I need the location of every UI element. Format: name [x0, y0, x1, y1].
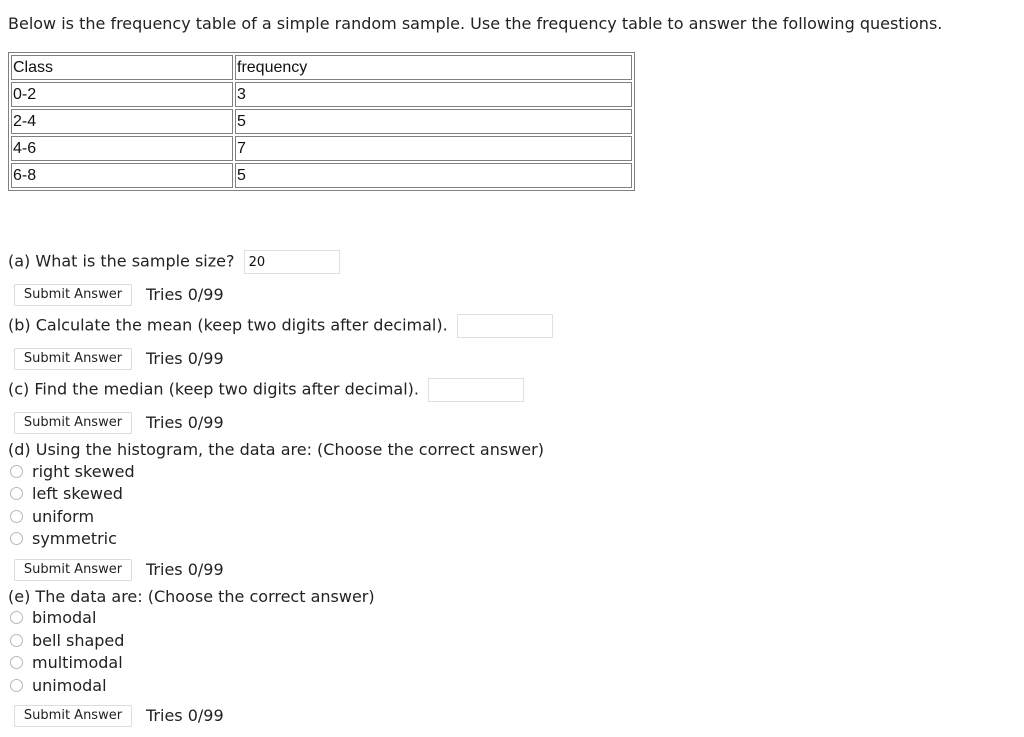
option-label: unimodal — [32, 676, 107, 695]
option-label: bimodal — [32, 608, 97, 627]
radio-button[interactable] — [10, 634, 23, 647]
radio-button[interactable] — [10, 532, 23, 545]
submit-answer-c-button[interactable]: Submit Answer — [14, 412, 132, 434]
option-label: right skewed — [32, 462, 135, 481]
submit-answer-e-button[interactable]: Submit Answer — [14, 705, 132, 727]
option-label: left skewed — [32, 484, 123, 503]
radio-option[interactable] — [10, 483, 123, 505]
question-b — [8, 314, 553, 338]
question-c-prompt: (c) Find the median (keep two digits after decimal). — [8, 379, 419, 399]
radio-option[interactable] — [10, 461, 135, 483]
question-e-prompt: (e) The data are: (Choose the correct answer) — [8, 587, 375, 606]
class-cell: 0-2 — [11, 82, 233, 107]
table-row — [11, 82, 632, 107]
radio-option[interactable] — [10, 528, 117, 550]
submit-answer-a-button[interactable]: Submit Answer — [14, 284, 132, 306]
table-row — [11, 109, 632, 134]
header-class: Class — [11, 55, 233, 80]
question-c — [8, 378, 524, 402]
radio-option[interactable] — [10, 607, 96, 629]
radio-button[interactable] — [10, 465, 23, 478]
submit-answer-d-button[interactable]: Submit Answer — [14, 559, 132, 581]
question-b-prompt: (b) Calculate the mean (keep two digits after decimal). — [8, 315, 448, 335]
radio-button[interactable] — [10, 510, 23, 523]
class-cell: 2-4 — [11, 109, 233, 134]
tries-d: Tries 0/99 — [146, 560, 224, 579]
option-label: uniform — [32, 507, 95, 526]
class-cell: 6-8 — [11, 163, 233, 188]
mean-input[interactable] — [457, 314, 553, 338]
frequency-cell: 5 — [235, 163, 632, 188]
radio-button[interactable] — [10, 487, 23, 500]
radio-button[interactable] — [10, 679, 23, 692]
tries-c: Tries 0/99 — [146, 413, 224, 432]
frequency-cell: 7 — [235, 136, 632, 161]
tries-a: Tries 0/99 — [146, 285, 224, 304]
tries-b: Tries 0/99 — [146, 349, 224, 368]
radio-button[interactable] — [10, 611, 23, 624]
question-d-prompt: (d) Using the histogram, the data are: (Choose the correct answer) — [8, 440, 544, 459]
option-label: symmetric — [32, 529, 117, 548]
tries-e: Tries 0/99 — [146, 706, 224, 725]
submit-answer-b-button[interactable]: Submit Answer — [14, 348, 132, 370]
frequency-cell: 3 — [235, 82, 632, 107]
header-frequency: frequency — [235, 55, 632, 80]
radio-option[interactable] — [10, 506, 94, 528]
question-a-prompt: (a) What is the sample size? — [8, 251, 235, 271]
sample-size-input[interactable]: 20 — [244, 250, 340, 274]
option-label: bell shaped — [32, 631, 125, 650]
intro-text: Below is the frequency table of a simple random sample. Use the frequency table to answer the following questions. — [8, 14, 943, 33]
table-header-row — [11, 55, 632, 80]
frequency-cell: 5 — [235, 109, 632, 134]
table-row — [11, 163, 632, 188]
frequency-table — [8, 52, 635, 191]
radio-option[interactable] — [10, 675, 107, 697]
radio-button[interactable] — [10, 656, 23, 669]
table-row — [11, 136, 632, 161]
radio-option[interactable] — [10, 630, 124, 652]
class-cell: 4-6 — [11, 136, 233, 161]
median-input[interactable] — [428, 378, 524, 402]
question-a — [8, 250, 340, 274]
option-label: multimodal — [32, 653, 123, 672]
radio-option[interactable] — [10, 652, 123, 674]
